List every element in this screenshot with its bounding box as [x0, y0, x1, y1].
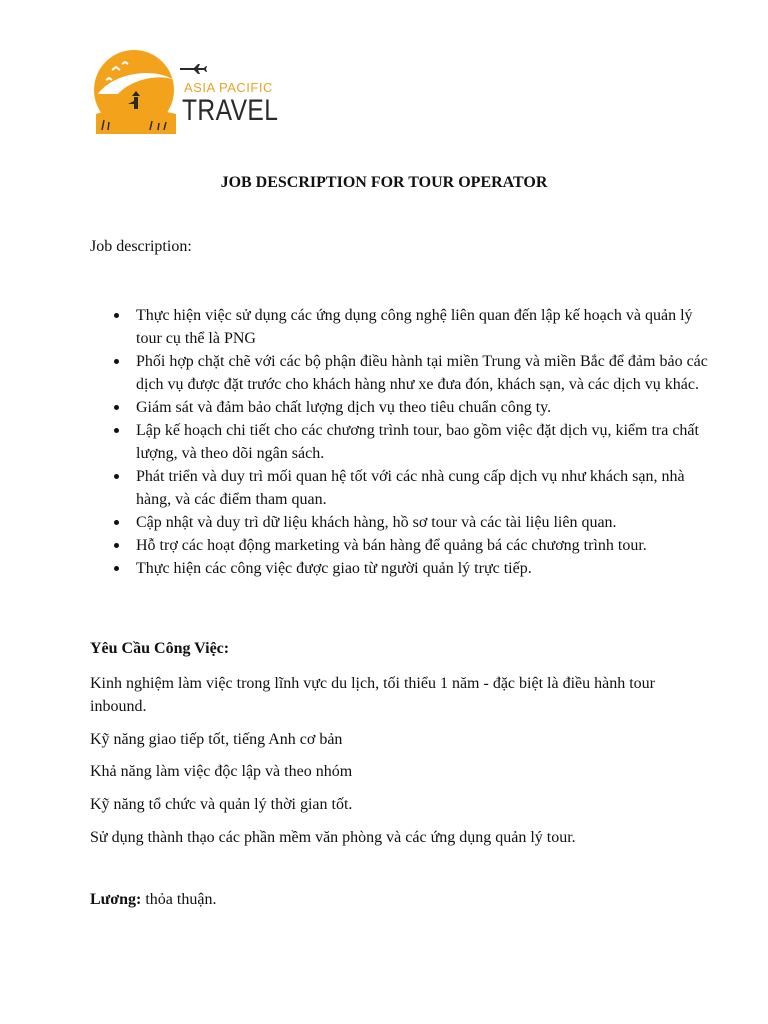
- job-description-label: Job description:: [90, 238, 192, 255]
- duty-item: Lập kế hoạch chi tiết cho các chương trình tour, bao gồm việc đặt dịch vụ, kiểm tra chất lượng, và theo dõi ngân sách.: [136, 419, 716, 465]
- requirement-item: Sử dụng thành thạo các phần mềm văn phòng và các ứng dụng quản lý tour.: [90, 829, 576, 846]
- requirement-item: Kỹ năng giao tiếp tốt, tiếng Anh cơ bản: [90, 731, 343, 748]
- salary-line: [90, 891, 216, 909]
- requirement-item: Kinh nghiệm làm việc trong lĩnh vực du lịch, tối thiểu 1 năm - đặc biệt là điều hành tour inbound.: [90, 675, 655, 715]
- logo-line-1: ASIA PACIFIC: [184, 80, 273, 95]
- requirements-heading: Yêu Cầu Công Việc:: [90, 640, 230, 657]
- duty-item: Hỗ trợ các hoạt động marketing và bán hàng để quảng bá các chương trình tour.: [136, 534, 716, 557]
- requirement-item: Kỹ năng tổ chức và quản lý thời gian tốt.: [90, 796, 353, 813]
- company-logo: [92, 44, 279, 144]
- document-title: JOB DESCRIPTION FOR TOUR OPERATOR: [220, 174, 548, 191]
- salary-value: thỏa thuận.: [141, 891, 217, 908]
- duty-item: Cập nhật và duy trì dữ liệu khách hàng, hồ sơ tour và các tài liệu liên quan.: [136, 511, 716, 534]
- duty-item: Thực hiện việc sử dụng các ứng dụng công nghệ liên quan đến lập kế hoạch và quản lý tour cụ thể là PNG: [136, 304, 716, 350]
- duty-item: Thực hiện các công việc được giao từ người quản lý trực tiếp.: [136, 557, 716, 580]
- duty-item: Phối hợp chặt chẽ với các bộ phận điều hành tại miền Trung và miền Bắc để đảm bảo các dịch vụ được đặt trước cho khách hàng như xe đưa đón, khách sạn, và các dịch vụ khác.: [136, 350, 716, 396]
- duty-item: Giám sát và đảm bảo chất lượng dịch vụ theo tiêu chuẩn công ty.: [136, 396, 716, 419]
- logo-line-2: TRAVEL: [182, 94, 279, 127]
- duties-list: [108, 304, 716, 580]
- salary-label: Lương:: [90, 891, 142, 908]
- duty-item: Phát triển và duy trì mối quan hệ tốt với các nhà cung cấp dịch vụ như khách sạn, nhà hàng, và các điểm tham quan.: [136, 465, 716, 511]
- requirement-item: Khả năng làm việc độc lập và theo nhóm: [90, 763, 353, 780]
